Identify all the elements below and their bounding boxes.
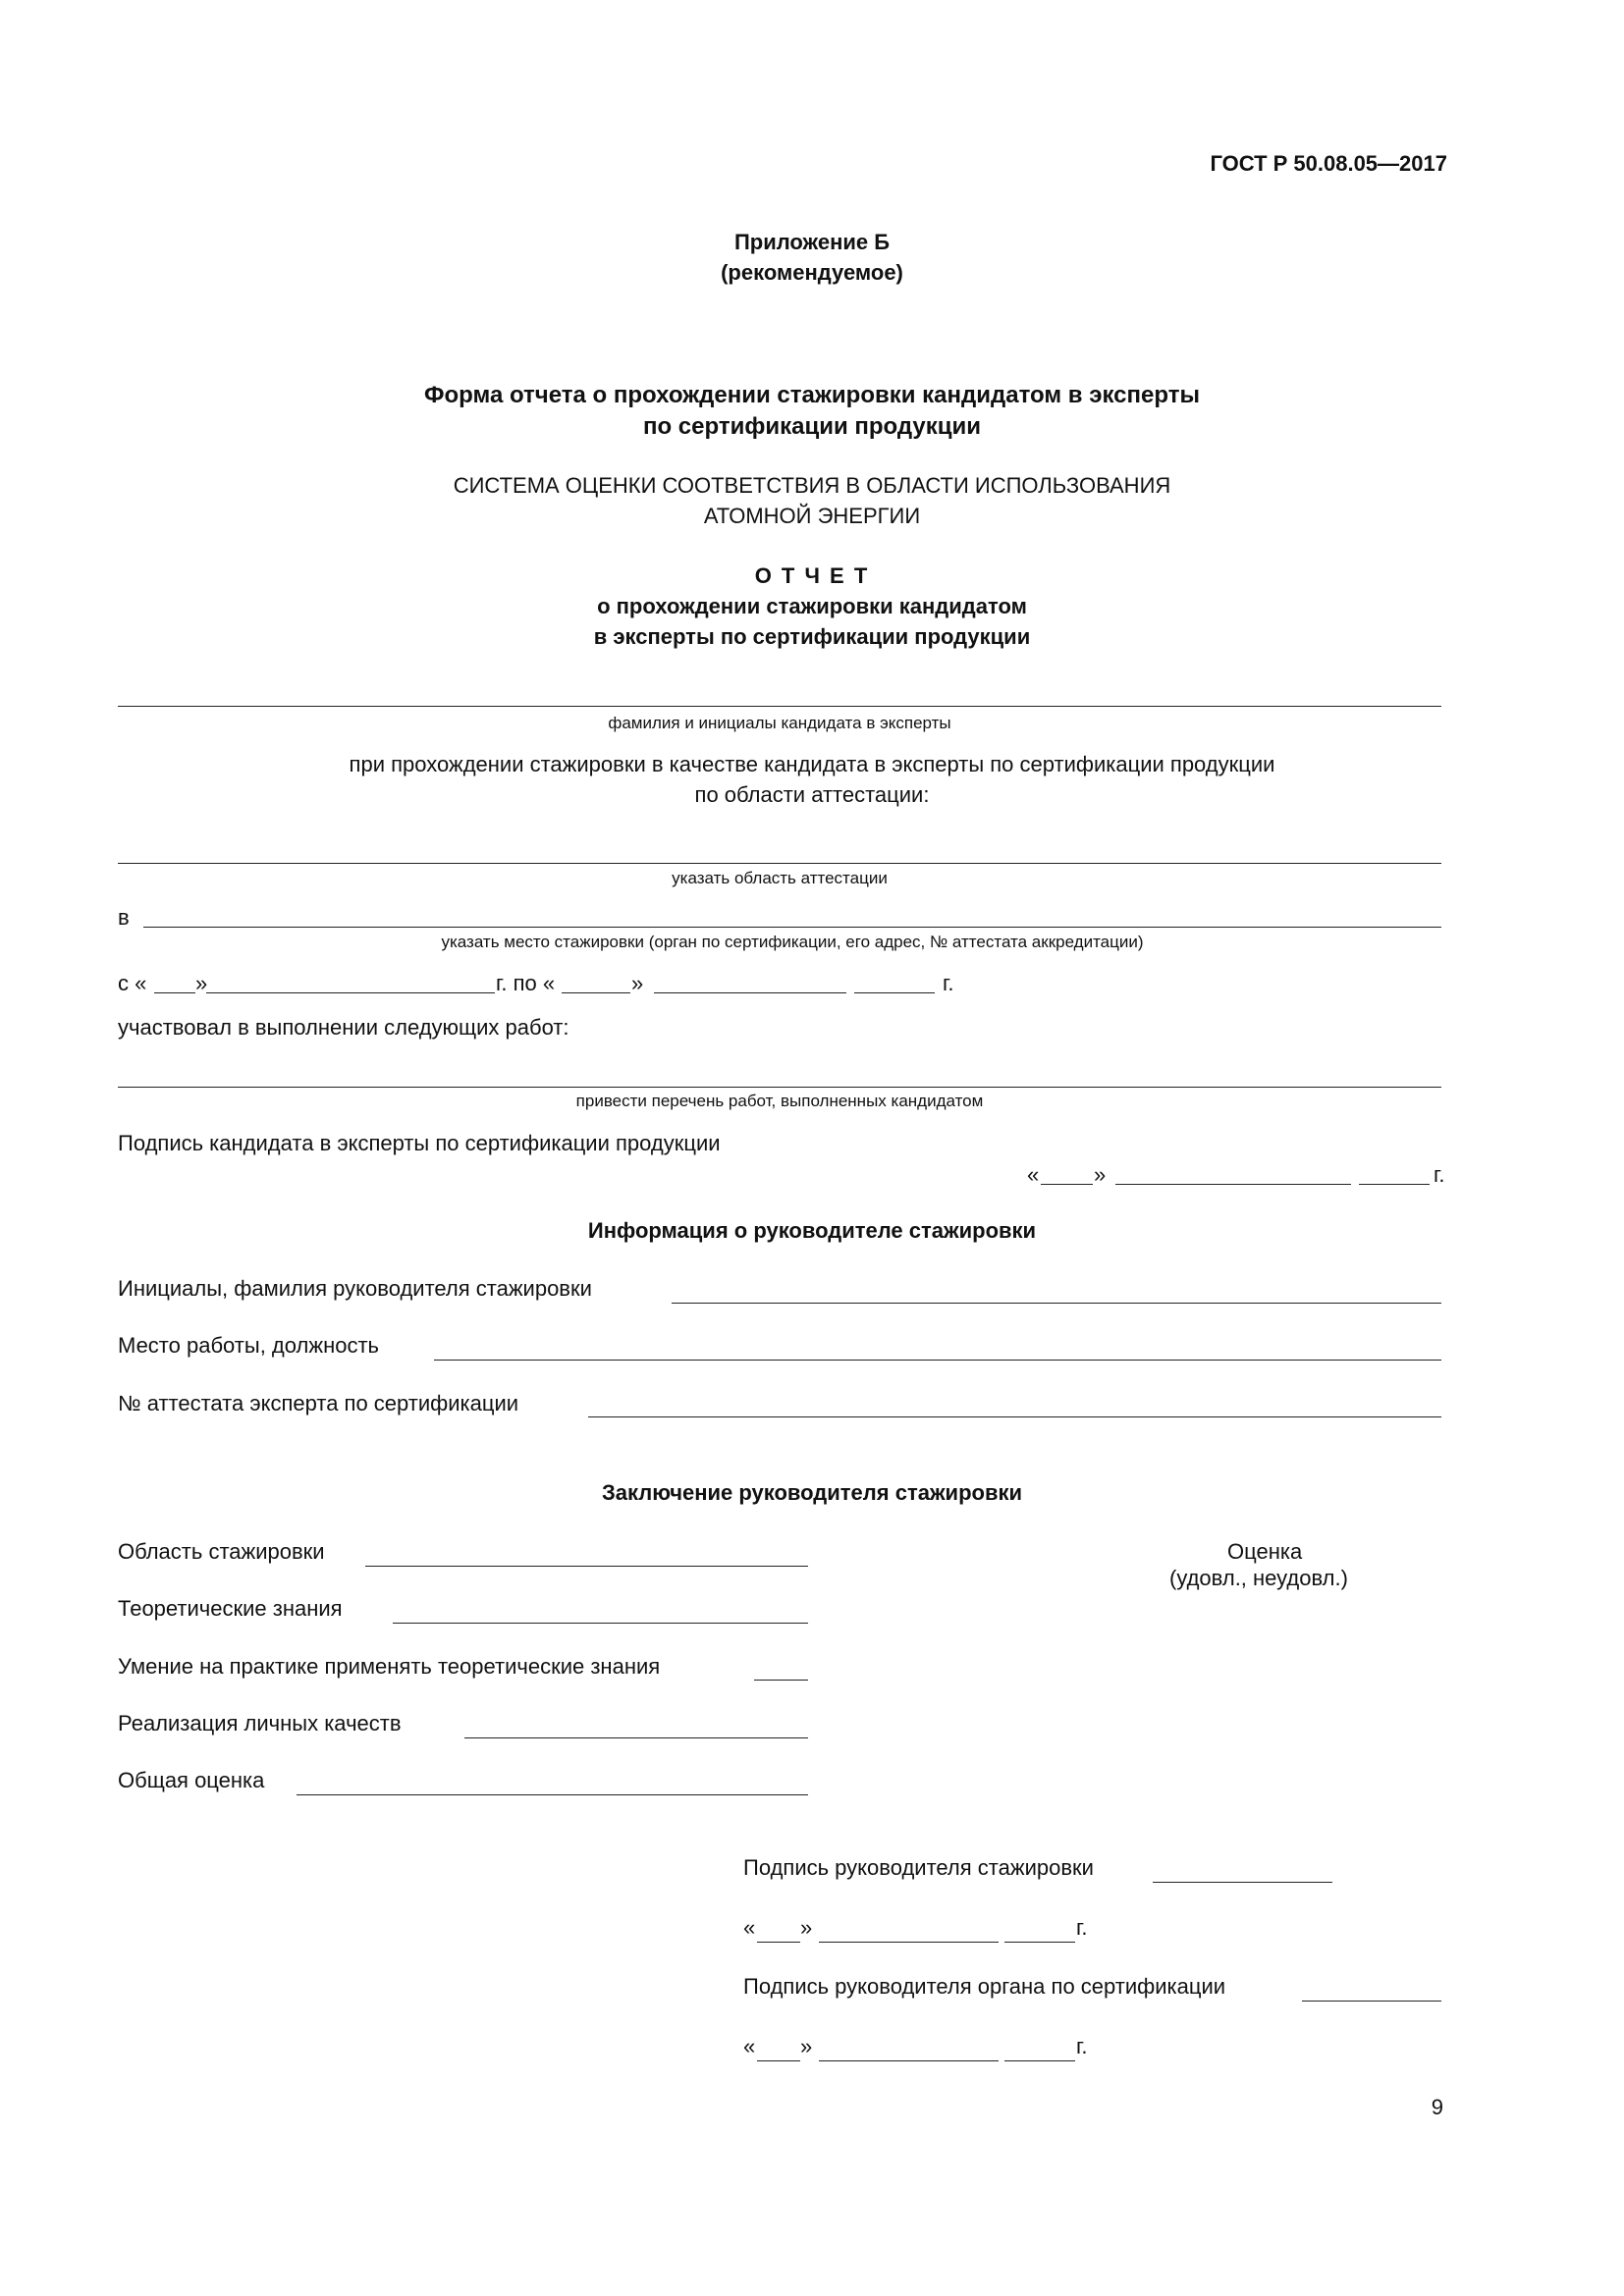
works-field[interactable] — [118, 1087, 1441, 1088]
supervisor-signature-label: Подпись руководителя стажировки — [743, 1855, 1094, 1880]
supervisor-date-open: « — [743, 1915, 756, 1940]
date-to-close: » — [631, 971, 644, 995]
supervisor-date-year-suffix: г. — [1076, 1915, 1088, 1940]
date-from-close: » — [195, 971, 208, 995]
page-number: 9 — [1431, 2095, 1443, 2119]
conclusion-item-theory: Теоретические знания — [118, 1596, 343, 1621]
supervisor-date-month-field[interactable] — [819, 1942, 999, 1943]
intro-line1: при прохождении стажировки в качестве кандидата в эксперты по сертификации продукции — [349, 752, 1275, 776]
conclusion-area-field[interactable] — [365, 1566, 808, 1567]
supervisor-workplace-label: Место работы, должность — [118, 1333, 379, 1358]
grade-values: (удовл., неудовл.) — [1169, 1566, 1348, 1590]
supervisor-date-day-field[interactable] — [757, 1942, 800, 1943]
conclusion-item-personal: Реализация личных качеств — [118, 1711, 402, 1735]
grade-title: Оценка — [1227, 1539, 1303, 1564]
supervisor-info-title: Информация о руководителе стажировки — [587, 1218, 1037, 1243]
date-to-month-field[interactable] — [654, 992, 846, 993]
body-head-date-day-field[interactable] — [757, 2060, 800, 2061]
date-year-suffix: г. — [943, 971, 954, 995]
body-head-date-year-suffix: г. — [1076, 2034, 1088, 2058]
form-title-line1: Форма отчета о прохождении стажировки кандидатом в эксперты — [424, 382, 1200, 408]
candidate-caption: фамилия и инициалы кандидата в эксперты — [608, 714, 951, 732]
body-head-date-month-field[interactable] — [819, 2060, 999, 2061]
sig-date-open: « — [1027, 1162, 1040, 1187]
intro-line2: по области аттестации: — [694, 782, 930, 807]
area-caption: указать область аттестации — [672, 869, 888, 887]
conclusion-item-overall: Общая оценка — [118, 1768, 265, 1792]
conclusion-title: Заключение руководителя стажировки — [601, 1480, 1023, 1505]
report-line2: в эксперты по сертификации продукции — [593, 624, 1031, 649]
supervisor-certificate-label: № аттестата эксперта по сертификации — [118, 1391, 519, 1415]
conclusion-overall-field[interactable] — [297, 1794, 808, 1795]
candidate-name-field[interactable] — [118, 706, 1441, 707]
form-title-line2: по сертификации продукции — [642, 413, 982, 440]
date-to-label: г. по « — [496, 971, 556, 995]
conclusion-practice-field[interactable] — [754, 1680, 808, 1681]
works-label: участвовал в выполнении следующих работ: — [118, 1015, 569, 1040]
works-caption: привести перечень работ, выполненных кандидатом — [575, 1092, 984, 1110]
supervisor-signature-field[interactable] — [1153, 1882, 1332, 1883]
body-head-signature-field[interactable] — [1302, 2001, 1441, 2002]
date-from-label: с « — [118, 971, 147, 995]
place-prefix: в — [118, 905, 130, 930]
date-to-year-field[interactable] — [854, 992, 935, 993]
sig-date-year-field[interactable] — [1359, 1184, 1430, 1185]
body-head-date-open: « — [743, 2034, 756, 2058]
candidate-signature-label: Подпись кандидата в эксперты по сертификации продукции — [118, 1131, 721, 1155]
system-line2: АТОМНОЙ ЭНЕРГИИ — [703, 504, 921, 528]
body-head-date-close: » — [800, 2034, 813, 2058]
conclusion-personal-field[interactable] — [464, 1737, 808, 1738]
date-from-day-field[interactable] — [154, 992, 195, 993]
supervisor-date-close: » — [800, 1915, 813, 1940]
conclusion-theory-field[interactable] — [393, 1623, 808, 1624]
sig-date-day-field[interactable] — [1041, 1184, 1093, 1185]
report-title: О Т Ч Е Т — [754, 563, 870, 588]
supervisor-name-field[interactable] — [672, 1303, 1441, 1304]
supervisor-name-label: Инициалы, фамилия руководителя стажировки — [118, 1276, 592, 1301]
date-from-month-field[interactable] — [206, 992, 495, 993]
standard-number: ГОСТ Р 50.08.05—2017 — [1210, 151, 1447, 176]
report-line1: о прохождении стажировки кандидатом — [597, 594, 1027, 618]
body-head-date-year-field[interactable] — [1004, 2060, 1075, 2061]
conclusion-item-practice: Умение на практике применять теоретические знания — [118, 1654, 661, 1679]
appendix-title: Приложение Б — [733, 230, 891, 254]
body-head-signature-label: Подпись руководителя органа по сертификации — [743, 1974, 1226, 1999]
sig-date-close: » — [1094, 1162, 1107, 1187]
supervisor-date-year-field[interactable] — [1004, 1942, 1075, 1943]
area-field[interactable] — [118, 863, 1441, 864]
supervisor-workplace-field[interactable] — [434, 1360, 1441, 1361]
system-line1: СИСТЕМА ОЦЕНКИ СООТВЕТСТВИЯ В ОБЛАСТИ ИСПОЛЬЗОВАНИЯ — [453, 473, 1171, 498]
date-to-day-field[interactable] — [562, 992, 630, 993]
conclusion-item-area: Область стажировки — [118, 1539, 325, 1564]
supervisor-certificate-field[interactable] — [588, 1416, 1441, 1417]
sig-date-month-field[interactable] — [1115, 1184, 1351, 1185]
appendix-subtitle: (рекомендуемое) — [721, 260, 903, 285]
place-field[interactable] — [143, 927, 1441, 928]
place-caption: указать место стажировки (орган по сертификации, его адрес, № аттестата аккредитации) — [441, 933, 1144, 951]
sig-date-year-suffix: г. — [1434, 1162, 1445, 1187]
